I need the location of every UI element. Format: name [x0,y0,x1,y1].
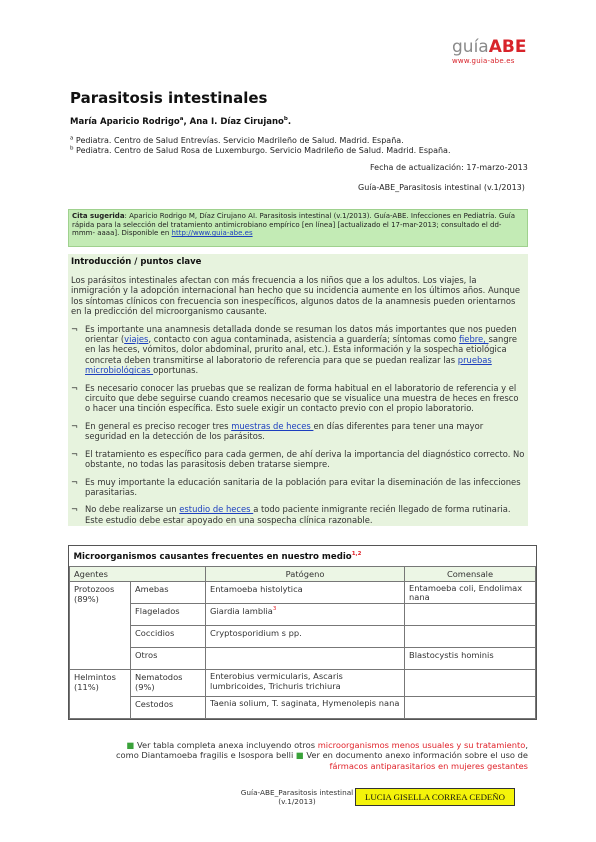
note-marker-icon: ■ [295,750,304,761]
key-point: ¬ Es muy importante la educación sanitaria de la población para evitar la diseminación de las infecciones parasitarias. [71,476,521,497]
authors: María Aparicio Rodrigo$^a$, Ana I. Díaz Cirujano$^b$. [70,116,292,127]
note-marker-icon: ■ [126,740,135,750]
agent-helmintos: Helmintos (11%) [70,670,131,719]
table-row: Protozoos (89%) Amebas Entamoeba histolytica Entamoeba coli, Endolimax nana [70,582,536,604]
affiliation-b: $^b$ Pediatra. Centro de Salud Rosa de Luxemburgo. Servicio Madrileño de Salud. Madrid. España. [70,145,451,155]
header-comensale: Comensale [405,567,536,582]
page-title: Parasitosis intestinales [70,89,268,107]
key-point: ¬ No debe realizarse un estudio de heces a todo paciente inmigrante recién llegado de forma rutinaria. Este estudio debe estar apoyado en una sospecha clínica razonable. [71,504,511,525]
bullet-icon: ¬ [71,504,79,515]
intro-paragraph: Los parásitos intestinales afectan con más frecuencia a los niños que a los adultos. Los viajes, la inmigración y la adopción internacional han hecho que su incidencia aumente en los últimos años. Aunque los síntomas clínicos con frecuencia son inespecíficos, algunos datos de la anamnesis pueden orientarnos en la predicción del microorganismo causante. [71,275,521,317]
table-notes: ■ Ver tabla completa anexa incluyendo otros microorganismos menos usuales y su tratamiento, como Diantamoeba fragilis e Isospora belli ■ Ver en documento anexo información sobre el uso de fármacos antiparasitarios en mujeres gestantes [115,740,528,771]
guia-abe-logo: guíaABE www.guia-abe.es [452,37,527,65]
link-viajes[interactable]: viajes [124,334,149,345]
logo-url: www.guia-abe.es [452,57,515,65]
key-point: ¬ El tratamiento es específico para cada germen, de ahí deriva la importancia del diagnóstico correcto. No obstante, no todas las parasitosis deben tratarse siempre. [71,448,525,470]
link-pruebas-microbiologicas[interactable]: pruebas microbiológicas [85,354,492,376]
header-agentes: Agentes [70,567,206,582]
citation-link[interactable]: http://www.guia-abe.es [171,229,253,238]
link-fiebre[interactable]: fiebre, [459,334,489,345]
table-row: Flagelados Giardia lamblia$^3$ [70,604,536,626]
table-caption: Microorganismos causantes frecuentes en nuestro medio$^{1,2}$ [70,546,536,567]
bullet-icon: ¬ [71,476,79,487]
bullet-icon: ¬ [71,382,79,393]
name-stamp: LUCIA GISELLA CORREA CEDEÑO [355,788,515,806]
table-row: Helmintos (11%) Nematodos (9%) Enterobius vermicularis, Ascaris lumbricoides, Trichuris trichiura [70,670,536,697]
link-muestras-de-heces[interactable]: muestras de heces [231,420,314,431]
bullet-icon: ¬ [71,323,79,334]
table-row: Otros Blastocystis hominis [70,648,536,670]
guide-version: Guía-ABE_Parasitosis intestinal (v.1/2013) [358,183,525,192]
suggested-citation: Cita sugerida: Aparicio Rodrigo M, Díaz Cirujano AI. Parasitosis intestinal (v.1/2013). Guía-ABE. Infecciones en Pediatría. Guía rápida para la selección del tratamiento antimicrobiano empírico [en línea] [actualizado el 17-mar-2013; consultado el dd-mmm- aaaa]. Disponible en http://www.guia-abe.es [68,209,528,247]
page-footer: Guía-ABE_Parasitosis intestinal (v.1/2013) [240,788,354,806]
update-date: Fecha de actualización: 17-marzo-2013 [370,163,528,172]
key-point: ¬ En general es preciso recoger tres muestras de heces en días diferentes para tener una mayor seguridad en la detección de los parásitos. [71,420,484,442]
affiliation-a: $^a$ Pediatra. Centro de Salud Entrevías. Servicio Madrileño de Salud. Madrid. España. [70,135,404,145]
link-farmacos-gestantes[interactable]: fármacos antiparasitarios en mujeres gestantes [329,760,528,771]
link-microorganismos-menos-usuales[interactable]: microorganismos menos usuales y su tratamiento [317,740,526,750]
key-point: ¬ Es importante una anamnesis detallada donde se resuman los datos más importantes que nos pueden orientar (viajes, contacto con agua contaminada, asistencia a guardería; síntomas como fiebre, sangre en las heces, vómitos, dolor abdominal, prurito anal, etc.). Esta información y la sospecha etiológica concreta deben transmitirse al laboratorio de referencia para que se puedan realizar las pruebas microbiológicas oportunas. [71,323,518,376]
table-row: Cestodos Taenia solium, T. saginata, Hymenolepis nana [70,697,536,719]
table-row: Coccidios Cryptosporidium s pp. [70,626,536,648]
microorganisms-table [68,545,537,720]
bullet-icon: ¬ [71,420,79,431]
bullet-icon: ¬ [71,448,79,459]
table-header-row [70,567,536,582]
link-estudio-de-heces[interactable]: estudio de heces [179,504,254,515]
header-patogeno: Patógeno [206,567,405,582]
key-point: ¬ Es necesario conocer las pruebas que se realizan de forma habitual en el laboratorio de referencia y el circuito que debe seguirse cuando creamos necesario que se visualice una muestra de heces en fresco o hacer una tinción específica. Esto suele exigir un contacto previo con el propio laboratorio. [71,382,519,414]
intro-heading: Introducción / puntos clave [71,257,202,267]
agent-protozoos: Protozoos (89%) [70,582,131,670]
intro-box [68,254,528,526]
